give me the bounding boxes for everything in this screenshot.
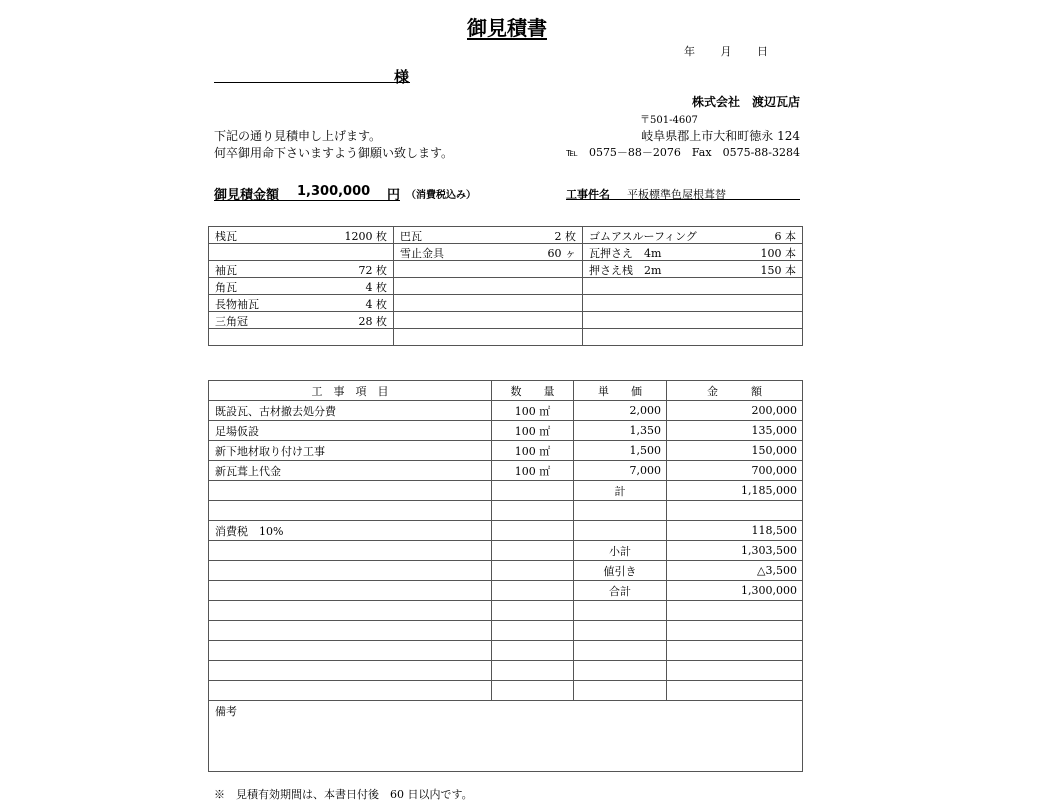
- unit-price-cell: [574, 681, 667, 701]
- quantity-cell: [492, 601, 574, 621]
- amount-cell: 118,500: [667, 521, 803, 541]
- quantity-cell: [492, 481, 574, 501]
- materials-cell: [394, 261, 583, 278]
- work-row: [209, 621, 803, 641]
- material-quantity: 4 枚: [365, 298, 387, 311]
- material-name: 瓦押さえ 4m: [589, 247, 662, 260]
- work-row: [209, 481, 803, 501]
- materials-cell: [583, 312, 803, 329]
- amount-cell: △3,500: [667, 561, 803, 581]
- amount-cell: 1,300,000: [667, 581, 803, 601]
- work-item-cell: 新瓦葺上代金: [209, 461, 492, 481]
- recipient-honorific: 様: [394, 68, 410, 86]
- header-work-item: 工 事 項 目: [209, 381, 492, 401]
- work-row: [209, 541, 803, 561]
- project-name-value: 平板標準色屋根葺替: [627, 188, 726, 201]
- unit-price-cell: [574, 641, 667, 661]
- estimate-amount-yen: 円: [387, 188, 401, 203]
- materials-cell: [209, 312, 394, 329]
- material-quantity: 60 ヶ: [547, 247, 576, 260]
- unit-price-cell: 値引き: [574, 561, 667, 581]
- materials-row: [209, 244, 803, 261]
- materials-cell: [583, 244, 803, 261]
- materials-row: [209, 227, 803, 244]
- unit-price-cell: [574, 621, 667, 641]
- quantity-cell: 100 ㎡: [492, 421, 574, 441]
- work-item-cell: [209, 561, 492, 581]
- work-row: [209, 641, 803, 661]
- materials-cell: [583, 295, 803, 312]
- work-item-cell: [209, 481, 492, 501]
- work-item-cell: [209, 541, 492, 561]
- materials-cell: [583, 227, 803, 244]
- material-quantity: 6 本: [774, 230, 796, 243]
- work-item-cell: [209, 641, 492, 661]
- material-name: 三角冠: [215, 315, 248, 328]
- materials-cell: [394, 227, 583, 244]
- materials-cell: [583, 261, 803, 278]
- work-item-cell: [209, 601, 492, 621]
- material-name: 袖瓦: [215, 264, 237, 277]
- amount-cell: 1,185,000: [667, 481, 803, 501]
- company-phone-fax: ℡ 0575－88－2076 Fax 0575-88-3284: [566, 146, 800, 159]
- materials-cell: [394, 295, 583, 312]
- quantity-cell: [492, 521, 574, 541]
- tax-included-note: （消費税込み）: [406, 190, 476, 201]
- materials-cell: [209, 227, 394, 244]
- estimate-amount-value: 1,300,000: [297, 184, 371, 199]
- estimate-amount-label: 御見積金額: [214, 188, 280, 203]
- unit-price-cell: 小計: [574, 541, 667, 561]
- work-table-header: [209, 381, 803, 401]
- project-name-underline: [566, 199, 800, 200]
- unit-price-cell: [574, 661, 667, 681]
- unit-price-cell: 計: [574, 481, 667, 501]
- work-row: [209, 561, 803, 581]
- materials-cell: [394, 278, 583, 295]
- work-row: [209, 521, 803, 541]
- project-name-label: 工事件名: [566, 188, 610, 201]
- unit-price-cell: 合計: [574, 581, 667, 601]
- material-name: 長物袖瓦: [215, 298, 259, 311]
- header-amount: 金 額: [667, 381, 803, 401]
- quantity-cell: [492, 561, 574, 581]
- quantity-cell: [492, 641, 574, 661]
- document-title: 御見積書: [467, 16, 547, 40]
- work-row: [209, 681, 803, 701]
- work-row: [209, 461, 803, 481]
- work-row: [209, 601, 803, 621]
- work-item-cell: [209, 681, 492, 701]
- material-quantity: 4 枚: [365, 281, 387, 294]
- header-quantity: 数 量: [492, 381, 574, 401]
- unit-price-cell: 7,000: [574, 461, 667, 481]
- remarks-row: [209, 701, 803, 772]
- date-field: 年 月 日: [684, 45, 768, 58]
- material-name: 桟瓦: [215, 230, 237, 243]
- work-row: [209, 581, 803, 601]
- greeting-line-1: 下記の通り見積申し上げます。: [214, 129, 382, 143]
- company-address: 岐阜県郡上市大和町徳永 124: [641, 129, 800, 143]
- quantity-cell: 100 ㎡: [492, 441, 574, 461]
- amount-cell: 200,000: [667, 401, 803, 421]
- work-item-cell: 足場仮設: [209, 421, 492, 441]
- amount-cell: [667, 601, 803, 621]
- materials-table: [208, 226, 803, 346]
- material-quantity: 150 本: [760, 264, 796, 277]
- work-item-cell: [209, 501, 492, 521]
- materials-cell: [394, 244, 583, 261]
- work-row: [209, 401, 803, 421]
- material-name: 雪止金具: [400, 247, 444, 260]
- remarks-box: [209, 701, 803, 772]
- materials-cell: [209, 295, 394, 312]
- amount-cell: [667, 681, 803, 701]
- postal-code: 〒501-4607: [640, 115, 698, 126]
- quantity-cell: [492, 581, 574, 601]
- work-row: [209, 441, 803, 461]
- work-row: [209, 501, 803, 521]
- unit-price-cell: 1,350: [574, 421, 667, 441]
- work-item-cell: 消費税 10%: [209, 521, 492, 541]
- amount-cell: 700,000: [667, 461, 803, 481]
- header-unit-price: 単 価: [574, 381, 667, 401]
- material-name: 巴瓦: [400, 230, 422, 243]
- materials-row: [209, 261, 803, 278]
- amount-cell: [667, 501, 803, 521]
- validity-note: ※ 見積有効期間は、本書日付後 60 日以内です。: [214, 788, 473, 801]
- work-items-table: [208, 380, 803, 772]
- amount-cell: 1,303,500: [667, 541, 803, 561]
- estimate-amount-underline: [214, 200, 400, 201]
- quantity-cell: [492, 681, 574, 701]
- materials-cell: [583, 329, 803, 346]
- quantity-cell: [492, 621, 574, 641]
- work-row: [209, 421, 803, 441]
- material-quantity: 72 枚: [358, 264, 387, 277]
- quantity-cell: [492, 501, 574, 521]
- material-quantity: 1200 枚: [344, 230, 387, 243]
- work-item-cell: [209, 661, 492, 681]
- materials-row: [209, 329, 803, 346]
- material-quantity: 28 枚: [358, 315, 387, 328]
- material-name: ゴムアスルーフィング: [589, 230, 697, 243]
- amount-cell: [667, 661, 803, 681]
- unit-price-cell: [574, 501, 667, 521]
- materials-cell: [209, 244, 394, 261]
- work-item-cell: [209, 621, 492, 641]
- materials-cell: [394, 329, 583, 346]
- materials-cell: [209, 329, 394, 346]
- material-name: 角瓦: [215, 281, 237, 294]
- material-quantity: 2 枚: [554, 230, 576, 243]
- remarks-label: 備考: [215, 705, 237, 718]
- quantity-cell: 100 ㎡: [492, 401, 574, 421]
- material-quantity: 100 本: [760, 247, 796, 260]
- amount-cell: [667, 621, 803, 641]
- materials-cell: [394, 312, 583, 329]
- work-item-cell: [209, 581, 492, 601]
- materials-row: [209, 278, 803, 295]
- greeting-line-2: 何卒御用命下さいますよう御願い致します。: [214, 146, 454, 160]
- quantity-cell: [492, 661, 574, 681]
- company-name: 株式会社 渡辺瓦店: [691, 95, 800, 109]
- quantity-cell: [492, 541, 574, 561]
- unit-price-cell: [574, 521, 667, 541]
- amount-cell: 135,000: [667, 421, 803, 441]
- unit-price-cell: [574, 601, 667, 621]
- work-row: [209, 661, 803, 681]
- work-item-cell: 既設瓦、古材撤去処分費: [209, 401, 492, 421]
- quantity-cell: 100 ㎡: [492, 461, 574, 481]
- materials-cell: [583, 278, 803, 295]
- materials-cell: [209, 278, 394, 295]
- materials-row: [209, 312, 803, 329]
- recipient-name-line: [214, 82, 410, 83]
- materials-row: [209, 295, 803, 312]
- work-item-cell: 新下地材取り付け工事: [209, 441, 492, 461]
- material-name: 押さえ桟 2m: [589, 264, 662, 277]
- materials-cell: [209, 261, 394, 278]
- unit-price-cell: 1,500: [574, 441, 667, 461]
- amount-cell: [667, 641, 803, 661]
- unit-price-cell: 2,000: [574, 401, 667, 421]
- amount-cell: 150,000: [667, 441, 803, 461]
